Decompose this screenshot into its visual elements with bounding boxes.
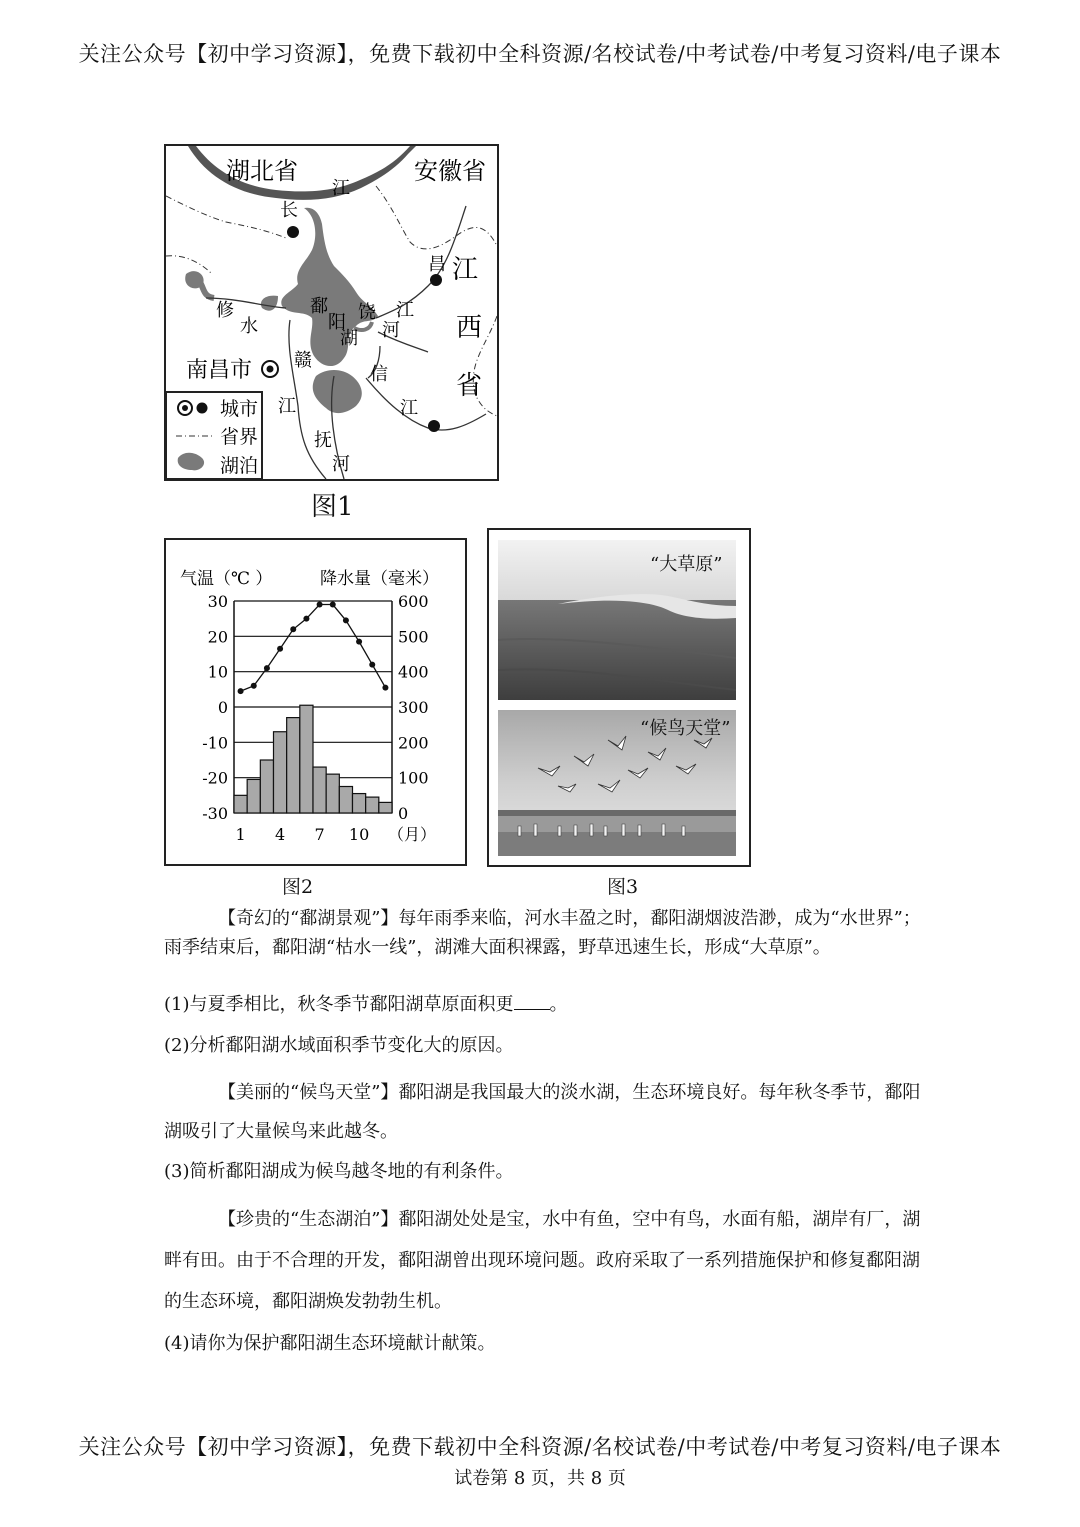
answer-blank[interactable] [514, 994, 550, 1010]
label-gan-jiang: 江 [278, 396, 296, 417]
question-1-text: (1)与夏季相比，秋冬季节鄱阳湖草原面积更 [164, 994, 514, 1015]
precip-bar [287, 718, 300, 813]
photo2-label: “候鸟天堂” [640, 718, 731, 739]
question-2: (2)分析鄱阳湖水域面积季节变化大的原因。 [164, 1035, 514, 1056]
legend-border: 省界 [220, 426, 259, 448]
label-xin-jiang: 江 [400, 398, 418, 419]
label-jiangxi-3: 省 [456, 371, 483, 401]
temperature-point [343, 617, 349, 623]
label-xiu: 修 [216, 300, 234, 321]
label-xin: 信 [370, 364, 388, 385]
y-right-tick-label: 0 [398, 804, 409, 823]
legend-city-icon [197, 403, 208, 414]
x-tick-label: 1 [235, 825, 246, 844]
temperature-point [290, 626, 296, 632]
label-shui: 水 [240, 316, 258, 337]
question-3: (3)简析鄱阳湖成为候鸟越冬地的有利条件。 [164, 1161, 514, 1182]
precip-bar [313, 767, 326, 813]
y-right-tick-label: 600 [398, 592, 429, 611]
label-hubei: 湖北省 [226, 157, 298, 185]
question-1-end: 。 [549, 994, 568, 1015]
temperature-point [277, 646, 283, 652]
figure3-photos [487, 528, 751, 867]
label-jiangxi-2: 西 [456, 313, 483, 343]
label-fu: 抚 [314, 430, 332, 451]
map-svg [166, 146, 497, 479]
y-right-tick-label: 200 [398, 733, 429, 753]
temperature-point [330, 602, 336, 608]
label-rao: 饶 [358, 302, 376, 323]
precip-bar [326, 774, 339, 813]
label-nanchang: 南昌市 [186, 358, 253, 383]
city-dot-changjiang [430, 274, 442, 286]
label-anhui: 安徽省 [414, 157, 486, 185]
temperature-point [251, 683, 257, 689]
y-left-tick-label: -20 [202, 768, 228, 788]
photo-birds [498, 710, 736, 856]
figure2-caption: 图2 [282, 876, 314, 898]
photo-grassland [498, 540, 736, 700]
temperature-point [238, 688, 244, 694]
temperature-point [369, 662, 375, 668]
precip-bar [274, 732, 287, 813]
chart-ylabel-left: 气温（℃ ） [180, 569, 273, 589]
page-footer: 试卷第 8 页，共 8 页 [454, 1468, 626, 1489]
city-dot-chang [287, 226, 299, 238]
chart-ylabel-right: 降水量（毫米） [320, 569, 439, 589]
y-left-tick-label: 0 [217, 698, 228, 717]
x-tick-label: 10 [348, 825, 370, 844]
figure3-caption: 图3 [607, 876, 639, 898]
x-axis-label: （月） [388, 825, 437, 844]
label-chang: 长 [280, 200, 298, 221]
label-poyang-3: 湖 [340, 328, 358, 349]
figure2-climate-chart [164, 538, 467, 866]
top-banner: 关注公众号【初中学习资源】，免费下载初中全科资源/名校试卷/中考试卷/中考复习资料/电子课本 [78, 42, 1002, 66]
lake-south [313, 370, 362, 413]
label-chang-city: 昌 [428, 254, 446, 275]
temperature-point [303, 616, 309, 622]
climate-chart-svg [166, 540, 465, 864]
temperature-point [317, 602, 323, 608]
x-tick-label: 7 [314, 825, 325, 844]
y-left-tick-label: -30 [202, 804, 228, 823]
x-tick-label: 4 [274, 825, 286, 844]
label-gan: 赣 [294, 350, 312, 371]
paragraph-2: 【美丽的“候鸟天堂”】鄱阳湖是我国最大的淡水湖，生态环境良好。每年秋冬季节，鄱阳湖吸引了大量候鸟来此越冬。 [164, 1082, 921, 1142]
city-dot-south [428, 420, 440, 432]
precip-bar [339, 787, 352, 814]
bottom-banner: 关注公众号【初中学习资源】，免费下载初中全科资源/名校试卷/中考试卷/中考复习资料/电子课本 [78, 1435, 1002, 1459]
label-jiang-river: 江 [332, 178, 350, 199]
y-right-tick-label: 400 [398, 662, 429, 682]
paragraph-1: 【奇幻的“鄱湖景观”】每年雨季来临，河水丰盈之时，鄱阳湖烟波浩渺，成为“水世界”；雨季结束后，鄱阳湖“枯水一线”，湖滩大面积裸露，野草迅速生长，形成“大草原”。 [164, 908, 921, 958]
precip-bar [247, 779, 260, 813]
temperature-point [264, 665, 270, 671]
label-rao-he: 河 [382, 320, 400, 341]
temperature-point [356, 639, 362, 645]
legend-city: 城市 [220, 398, 259, 420]
question-1 [164, 990, 924, 1019]
figure1-map [164, 144, 499, 481]
label-jiangxi-1: 江 [452, 255, 479, 285]
yangtze-river [188, 146, 416, 200]
precip-bar [353, 794, 366, 813]
label-chang-jiang: 江 [396, 300, 414, 321]
paragraph-3: 【珍贵的“生态湖泊”】鄱阳湖处处是宝，水中有鱼，空中有鸟，水面有船，湖岸有厂，湖畔有田。由于不合理的开发，鄱阳湖曾出现环境问题。政府采取了一系列措施保护和修复鄱阳湖的生态环境，鄱阳湖焕发勃勃生机。 [164, 1209, 921, 1312]
nanchang-capital-dot [267, 366, 274, 373]
label-fu-he: 河 [332, 454, 350, 475]
temperature-line [241, 605, 386, 692]
precip-bar [260, 760, 273, 813]
y-right-tick-label: 500 [398, 627, 429, 647]
y-left-tick-label: -10 [202, 733, 228, 753]
y-left-tick-label: 30 [207, 592, 228, 611]
label-poyang-1: 鄱 [310, 296, 328, 317]
y-right-tick-label: 300 [398, 698, 429, 717]
legend-lake: 湖泊 [220, 455, 259, 477]
y-left-tick-label: 10 [207, 662, 228, 682]
y-right-tick-label: 100 [398, 768, 429, 788]
y-left-tick-label: 20 [207, 627, 228, 647]
precip-bar [300, 705, 313, 813]
photo1-label: “大草原” [650, 554, 723, 575]
question-4: (4)请你为保护鄱阳湖生态环境献计献策。 [164, 1333, 496, 1354]
label-poyang-2: 阳 [328, 312, 346, 333]
precip-bar [366, 797, 379, 813]
precip-bar [379, 802, 392, 813]
figure1-caption: 图1 [311, 492, 354, 522]
precip-bar [234, 795, 247, 813]
temperature-point [382, 685, 388, 691]
